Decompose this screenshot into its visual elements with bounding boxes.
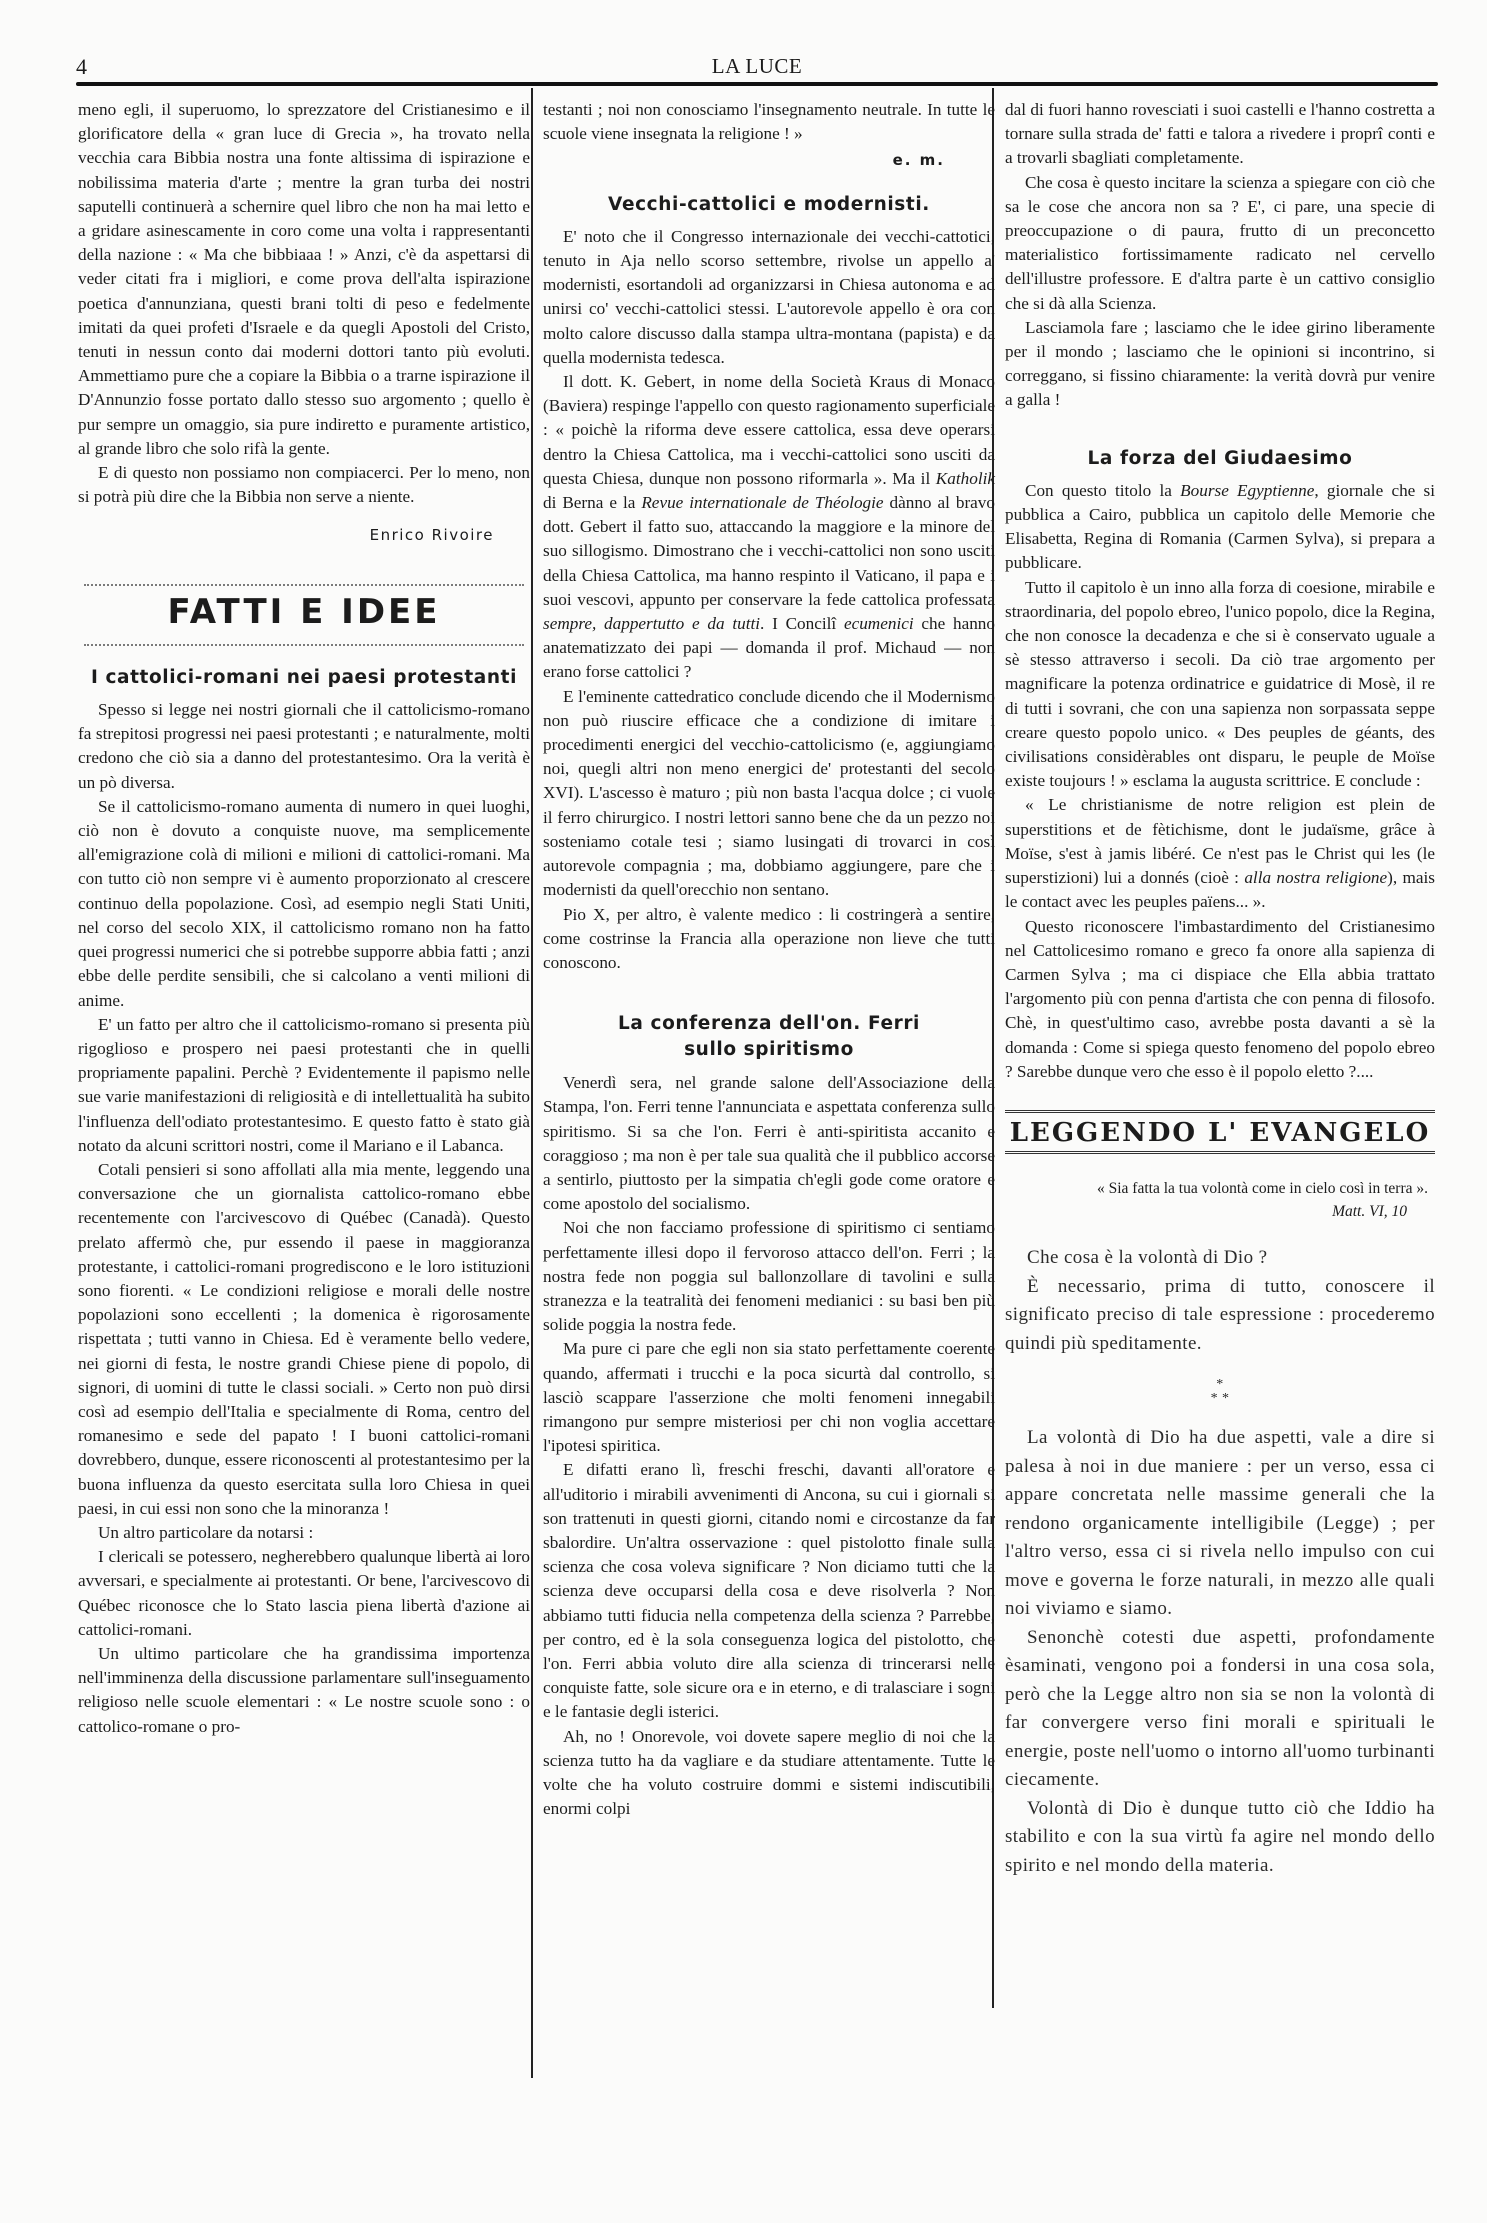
paragraph [1005, 576, 1435, 794]
italic-text: Katholik [935, 468, 995, 488]
article-title [543, 1011, 995, 1063]
column-1 [78, 98, 530, 1739]
paragraph: Lasciamola fare ; lasciamo che le idee girino liberamente per il mondo ; lasciamo che le opinioni si incontrino, si correggano, si fissino chiaramente: la verità dovrà pur venire a galla ! [1005, 317, 1435, 410]
paragraph: I clericali se potessero, negherebbero qualunque libertà ai loro avversari, e specialmente ai protestanti. Or bene, l'arcivescovo di Québec riconosce che lo Stato lascia piena libertà d'azione ai cattolici-romani. [78, 1547, 530, 1639]
paragraph: meno egli, il superuomo, lo sprezzatore del Cristianesimo e il glorificatore della « gran luce di Grecia », ha trovato nella vecchia cara Bibbia nostra una fonte altissima di ispirazione e nobilissima materia d'arte ; mentre la gran turba dei nostri saputelli continuerà a schernire quel libro che non ha mai letto e a gridare asinescamente in coro come una volta i rappresentanti della nazione : « Ma che bibbiaaa ! » Anzi, c'è da aspettarsi di veder citati fra i migliori, e come prova dell'alta ispirazione poetica d'annunziana, questi brani tolti di peso e fedelmente imitati da quei profeti d'Israele e da quegli Apostoli del Cristo, tenuti in nessun conto dai moderni dottori tanto più evoluti. Ammettiamo pure che a copiare la Bibbia o a trarne ispirazione il D'Annunzio fosse portato dallo stesso suo argomento ; quello è pur sempre un omaggio, sia pure indiretto e puramente artistico, al grande libro che solo rifà la gente. [78, 100, 530, 458]
paragraph: Cotali pensieri si sono affollati alla mia mente, leggendo una conversazione che un giornalista cattolico-romano ebbe recentemente con l'arcivescovo di Québec (Canadà). Questo prelato affermò che, pur essendo il paese in maggioranza protestante, i cattolici-romani progrediscono e le loro istituzioni sono fiorenti. « Le condizioni religiose e morali delle nostre popolazioni sono eccellenti ; la domenica è rigorosamente rispettata ; tutti vanno in Chiesa. Ed è veramente bello vedere, nei giorni di festa, le nostre grandi Chiese piene di popolo, di signori, di uomini di tutte le classi sociali. » Certo non può dirsi così ad esempio dell'Italia e specialmente di Roma, centro del romanesimo e sede del papato ! I buoni cattolici-romani dovrebbero, dunque, essere riconoscenti al protestantesimo per la buona influenza da questo esercitata sulla loro Chiesa in quei paesi, in cui essi non sono che la minoranza ! [78, 1159, 530, 1518]
article-title-line: sullo spiritismo [684, 1039, 854, 1061]
paragraph: Se il cattolicismo-romano aumenta di numero in quei luoghi, ciò non è dovuto a conquiste nuove, ma semplicemente all'emigrazione colà di milioni e milioni di cattolici-romani. Ma con tutto ciò non sempre vi è aumento proporzionato al crescere continuo della popolazione. Così, ad esempio negli Stati Uniti, nel corso del secolo XIX, il cattolicismo romano non ha fatto quei progressi numerici che si potrebbe supporre abbia fatti ; anzi ebbe delle perdite sensibili, che si calcolano a venti milioni di anime. [78, 796, 530, 1010]
article-body [1005, 479, 1435, 1084]
text-run: Con questo titolo la [1025, 480, 1181, 500]
wavy-rule [84, 636, 524, 646]
author-signature: e. m. [892, 151, 945, 170]
paragraph: E di questo non possiamo non compiacerci. Per lo meno, non si potrà più dire che la Bibbia non serve a niente. [78, 463, 530, 507]
paragraph: Che cosa è questo incitare la scienza a spiegare con ciò che sa le cose che ancora non sa ? E', ci pare, una specie di preoccupazione o di paura, frutto di un preconcetto materialistico fortissimamente radicato nel cervello dell'illustre professore. E d'altra parte è un cattivo consiglio che si dà alla Scienza. [1005, 172, 1435, 313]
text-run: . I Concilî [760, 614, 844, 634]
paragraph: Volontà di Dio è dunque tutto ciò che Iddio ha stabilito e con la sua virtù fa agire nel mondo dello spirito e nel mondo della materia. [1005, 1797, 1435, 1876]
text-run: E' noto che il Congresso internazionale dei vecchi-cattotici, tenuto in Aja nello scorso settembre, rivolse un appello a' modernisti, esortandoli ad organizzarsi in Chiesa autonoma e ad unirsi co' vecchi-cattolici stessi. L'autorevole appello è ora con molto calore discusso dalla stampa ultra-montana (papista) e da quella modernista tedesca. [543, 226, 995, 367]
text-run: , giornale che si pubblica a Cairo, pubblica un capitolo delle Memorie che Elisabetta, Regina di Romania (Carmen Sylva), si prepara a pubblicare. [1005, 480, 1435, 573]
article-title: I cattolici-romani nei paesi protestanti [90, 666, 518, 688]
page-header [76, 52, 1438, 86]
paragraph: dal di fuori hanno rovesciati i suoi castelli e l'hanno costretta a tornare sulla strada de' fatti e talora a rivedere i proprî conti e a trovarli sbagliati completamente. [1005, 100, 1435, 168]
text-run: di Berna e la [543, 493, 642, 513]
paragraph: Ma pure ci pare che egli non sia stato perfettamente coerente quando, affermati i trucchi e la poca sicurtà dal controllo, si lasciò scappare l'asserzione che molti fenomeni innegabili rimangono pur sempre misteriosi per chi non voglia accettare l'ipotesi spiritica. [543, 1339, 995, 1456]
text-run: Pio X, per altro, è valente medico : li costringerà a sentire, come costrinse la Francia alla operazione non lieve che tutti conoscono. [543, 904, 995, 972]
article-title-line: La conferenza dell'on. Ferri [618, 1013, 920, 1035]
article-body [543, 1071, 995, 1821]
gospel-section-title: LEGGENDO L' EVANGELO [1005, 1110, 1435, 1154]
paragraph: testanti ; noi non conosciamo l'insegnamento neutrale. In tutte le scuole viene insegnata la religione ! » [543, 100, 995, 144]
paragraph: Che cosa è la volontà di Dio ? [1027, 1247, 1268, 1269]
page-number: 4 [76, 54, 87, 79]
italic-text: Revue internationale de Théologie [641, 493, 884, 513]
wavy-rule [84, 576, 524, 586]
paragraph: Ah, no ! Onorevole, voi dovete sapere meglio di noi che la scienza tutto ha da vagliare e da studiare attentamente. Tutte le volte che ha voluto costruire dommi e sistemi indiscutibili, enormi colpi [543, 1726, 995, 1819]
article-title: Vecchi-cattolici e modernisti. [608, 193, 930, 215]
gospel-paragraphs [1005, 1424, 1435, 1880]
paragraph [1005, 479, 1435, 576]
asterism-bottom: * * [1210, 1391, 1230, 1407]
paragraph: Senonchè cotesti due aspetti, profondamente èsaminati, vengono poi a fondersi in una cosa sola, però che la Legge altro non sia se non la volontà di far convergere verso fini morali e spirituali le energie, poste nell'uomo o intorno all'uomo turbinanti ciecamente. [1005, 1626, 1435, 1791]
section-title: FATTI E IDEE [167, 591, 441, 632]
epigraph-reference: Matt. VI, 10 [1332, 1203, 1407, 1221]
paragraph: E difatti erano lì, freschi freschi, davanti all'oratore e all'uditorio i mirabili avvenimenti di Ancona, su cui i giornali si son trattenuti in questi giorni, citando nomi e circostanze da far sbalordire. Un'altra osservazione : quel pistolotto finale sulla scienza che cosa voleva significare ? Non diciamo tutti che la scienza deve occuparsi della cosa e deve risolverla ? Non abbiamo tutti fiducia nella competenza della scienza ? Parrebbe, per contro, ed è la sola conseguenza logica del pistolotto, che l'on. Ferri abbia voluto dire alla scienza di trincerarsi nelle conquiste fatte, sole sicure ora e in eterno, e di tralasciare i sogni e le fantasie degli isterici. [543, 1460, 995, 1722]
gospel-body [1005, 1244, 1435, 1880]
text-run: E l'eminente cattedratico conclude dicendo che il Modernismo non può riuscire efficace che a condizione di imitare i procedimenti energici del vecchio-cattolicismo (e, aggiungiamo noi, quegli altri non meno energici de' protestanti del secolo XVI). L'ascesso è maturo ; più non basta l'acqua dolce ; ci vuole il ferro chirurgico. I nostri lettori sanno bene che da un pezzo noi sosteniamo cotale tesi ; siamo lusingati di trovarci in così autorevole compagnia ; ma, dobbiamo aggiungere, pare che i modernisti da quell'orecchio non sentano. [543, 686, 995, 900]
paragraph [1005, 915, 1435, 1084]
italic-text: Bourse Egyptienne [1180, 480, 1315, 500]
paragraph [543, 370, 995, 685]
paragraph: Un ultimo particolare che ha grandissima importenza nell'imminenza della discussione parlamentare sull'inseguamento religioso nelle scuole elementari : « Le nostre scuole sono : o cattolico-romane o pro- [78, 1643, 530, 1736]
paragraph: È necessario, prima di tutto, conoscere il significato preciso di tale espressione : procederemo quindi più speditamente. [1005, 1275, 1435, 1354]
paragraph: La volontà di Dio ha due aspetti, vale a dire si palesa à noi in due maniere : per un verso, essa ci appare concretata nelle massime generali che la rendono organicamente intelligibile (Legge) ; per l'altro verso, essa ci si rivela nello impulso con cui move e governa le forze naturali, in mezzo alle quali noi viviamo e siamo. [1005, 1427, 1435, 1620]
text-run: Questo riconoscere l'imbastardimento del Cristianesimo nel Cattolicesimo romano e greco fa onore alla sapienza di Carmen Sylva ; ma ci dispiace che Ella abbia trattato l'argomento più con penna d'artista che con penna di filosofo. Chè, in quest'ultimo caso, avrebbe posta davanti a sè la domanda : Come si spiega questo fenomeno del popolo ebreo ? Sarebbe dunque vero che esso è il popolo eletto ?.... [1005, 916, 1435, 1081]
paragraph [543, 225, 995, 370]
text-run: Il dott. K. Gebert, in nome della Società Kraus di Monaco (Baviera) respinge l'appello con questo ragionamento superficiale : « poichè la riforma deve essere cattolica, essa deve operarsi dentro la Chiesa Cattolica, ma i vecchi-cattolici sono usciti da questa Chiesa, dunque non possono riformarla ». Ma il [543, 372, 995, 488]
header-rule [76, 82, 1438, 86]
paragraph: Spesso si legge nei nostri giornali che il cattolicismo-romano fa strepitosi progressi nei paesi protestanti ; e naturalmente, molti credono che ciò sia a danno del protestantesimo. Ora la verità è un pò diversa. [78, 700, 530, 792]
column-divider [531, 88, 533, 2078]
masthead-title: LA LUCE [711, 54, 803, 78]
column-2 [543, 98, 995, 1821]
text-run: che hanno anatematizzato dei papi — domanda il prof. Michaud — non erano forse cattolici ? [543, 614, 995, 682]
article-body [78, 698, 530, 1739]
text-run: « Le christianisme de notre religion est plein de superstitions et de fètichisme, dont le judaïsme, grâce à Moïse, s'est à jamis libéré. Ce n'est pas le Christ qui les (le superstizioni) lui a donnés (cioè : [1005, 795, 1435, 888]
text-run: ), mais le contact avec les peuples païens... ». [1005, 868, 1435, 912]
article-body [543, 225, 995, 975]
paragraph: E' un fatto per altro che il cattolicismo-romano si presenta più rigoglioso e prospero nei paesi protestanti che in quelli propriamente papalini. Perchè ? Evidentemente il papismo nelle sue varie manifestazioni di religiosità e di intellettualità ha subito l'influenza dell'odiato protestantesimo. E questo fatto è stato già notato da alcuni scrittori nostri, come il Mariano e il Labanca. [78, 1014, 530, 1155]
article-title: La forza del Giudaesimo [1087, 447, 1353, 469]
text-run: Tutto il capitolo è un inno alla forza di coesione, mirabile e straordinaria, del popolo ebreo, l'unico popolo, dice la Regina, che non conosce la decadenza e che si è conservato uguale a sè stesso attraverso i secoli. Da ciò trae argomento per magnificare la potenza ordinatrice e guidatrice di Mosè, il re di tutti i sovrani, che con una sapienza non sorpassata seppe creare questo popolo unico. « Des peuples de géants, des civilisations considèrables ont disparu, le peuple de Moïse existe toujours ! » esclama la augusta scrittrice. E conclude : [1005, 577, 1435, 791]
text-run: dànno al bravo dott. Gebert il fatto suo, attaccando la maggiore e la minore del suo sillogismo. Dimostrano che i vecchi-cattolici non sono usciti della Chiesa Cattolica, ma hanno respinto il Vaticano, il papa e i suoi vescovi, appunto per conservare la fede cattolica professata [543, 493, 995, 609]
asterism-separator [1005, 1378, 1435, 1406]
italic-text: ecumenici [843, 614, 914, 634]
paragraph [1005, 793, 1435, 914]
paragraph [543, 903, 995, 976]
asterism-top: * [1216, 1377, 1224, 1393]
paragraph: Un altro particolare da notarsi : [98, 1522, 314, 1542]
paragraph: Venerdì sera, nel grande salone dell'Associazione della Stampa, l'on. Ferri tenne l'annunciata e aspettata conferenza sullo spiritismo. Si sa che l'on. Ferri è anti-spiritista accanito e coraggioso ; ma non è per tale sua qualità che il pubblico accorse a sentirlo, piuttosto per la simpatia ch'egli gode come oratore e come apostolo del socialismo. [543, 1073, 995, 1214]
paragraph: Noi che non facciamo professione di spiritismo ci sentiamo perfettamente illesi dopo il fervoroso attacco dell'on. Ferri ; la nostra fede non poggia sul ballonzollare di tavolini e sulla stranezza e la teatralità dei fenomeni medianici : su basi ben più solide poggia la nostra fede. [543, 1218, 995, 1335]
epigraph-quote: « Sia fatta la tua volontà come in cielo così in terra ». [1097, 1180, 1428, 1198]
italic-text: alla nostra religione [1244, 868, 1388, 888]
author-signature: Enrico Rivoire [369, 526, 494, 545]
italic-text: sempre, dappertutto e da tutti [543, 614, 761, 634]
column-3 [1005, 98, 1435, 1880]
paragraph [543, 685, 995, 903]
